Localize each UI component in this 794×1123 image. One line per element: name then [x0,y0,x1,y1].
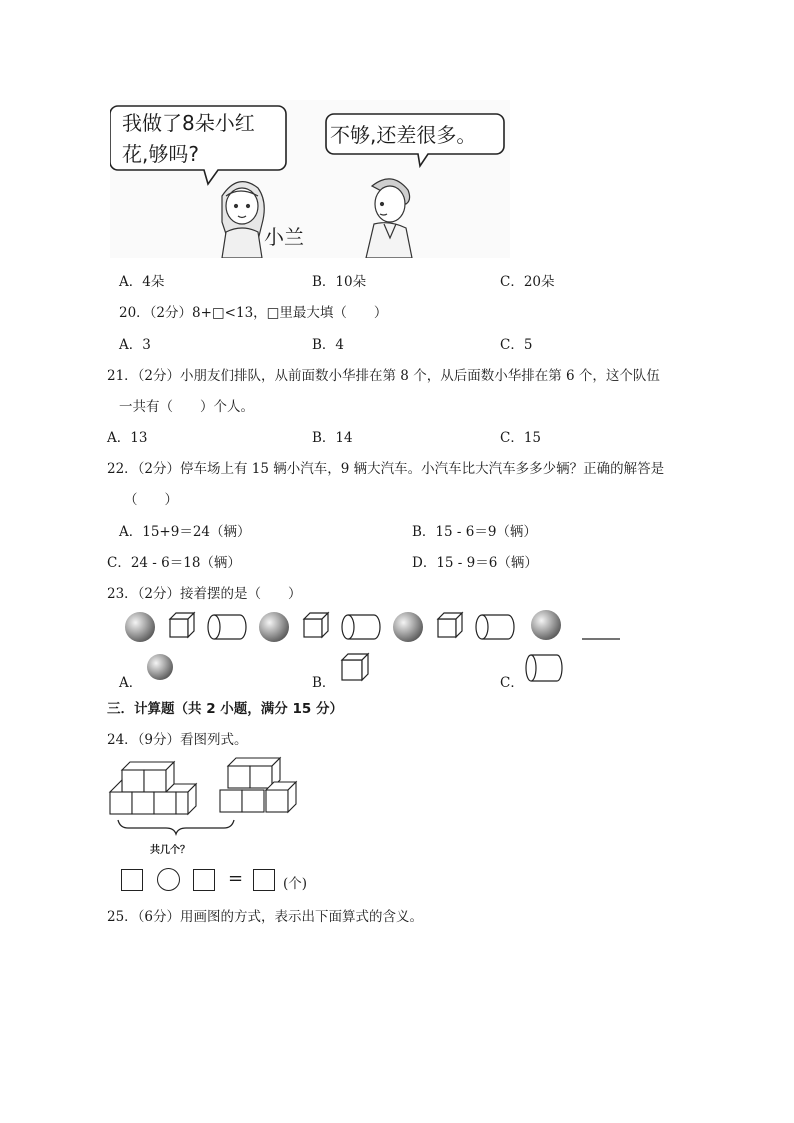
q22-stem-line1: 22．（2分）停车场上有 15 辆小汽车，9 辆大汽车。小汽车比大汽车多多少辆？正确的解答是 [107,461,665,477]
q21-stem-line2: 一共有（ ）个人。 [119,399,254,415]
answer-box-1[interactable] [121,869,143,891]
ball-icon [125,612,155,642]
ball-icon [393,612,423,642]
boy-bubble-text: 不够,还差很多。 [330,123,477,147]
ball-icon [259,612,289,642]
q19-option-c[interactable]: C．20朵 [500,274,555,290]
cylinder-icon [476,615,514,639]
girl-bubble-line2: 花,够吗? [122,142,199,166]
cylinder-icon [342,615,380,639]
answer-box-3[interactable] [253,869,275,891]
cube-icon [339,651,371,683]
q20-option-c[interactable]: C．5 [500,337,533,353]
q20-option-a[interactable]: A．3 [119,337,151,353]
q22-option-a[interactable]: A．15+9＝24（辆） [119,524,251,540]
q22-option-c[interactable]: C．24 - 6＝18（辆） [107,555,241,571]
q19-option-a[interactable]: A．4朵 [119,274,165,290]
cube-icon [438,613,462,637]
q19-option-b[interactable]: B．10朵 [312,274,367,290]
girl-name-label: 小兰 [264,225,304,249]
brace-label: 共几个？ [150,845,190,856]
q21-option-a[interactable]: A．13 [107,430,148,446]
q21-stem-line1: 21．（2分）小朋友们排队，从前面数小华排在第 8 个，从后面数小华排在第 6 个，这个队伍 [107,368,660,384]
q23-sequence [118,606,628,650]
left-cube-stack [110,762,196,814]
q22-stem-line2: （ ） [124,492,178,508]
operator-circle[interactable] [157,868,180,891]
girl-figure [222,182,264,258]
equals-sign: = [228,868,244,889]
q25-stem: 25．（6分）用画图的方式，表示出下面算式的含义。 [107,909,424,925]
brace [118,820,234,834]
q21-option-b[interactable]: B．14 [312,430,353,446]
q20-stem: 20．（2分）8+□<13，□里最大填（ ） [119,305,388,321]
q23-option-b[interactable]: B． [312,675,336,691]
ball-icon [531,610,561,640]
q23-stem: 23．（2分）接着摆的是（ ） [107,586,302,602]
cylinder-icon [524,652,564,684]
answer-box-2[interactable] [193,869,215,891]
q23-option-a[interactable]: A． [119,675,143,691]
q21-option-c[interactable]: C．15 [500,430,542,446]
cube-icon [304,613,328,637]
q22-option-d[interactable]: D．15 - 9＝6（辆） [412,555,538,571]
unit-label: (个) [283,876,308,892]
section3-title: 三．计算题（共 2 小题，满分 15 分） [107,701,343,717]
q24-cubes-figure [108,756,308,848]
q22-option-b[interactable]: B．15 - 6＝9（辆） [412,524,537,540]
q20-option-b[interactable]: B．4 [312,337,345,353]
cylinder-icon [208,615,246,639]
q24-stem: 24．（9分）看图列式。 [107,732,248,748]
cube-icon [170,613,194,637]
girl-bubble-line1: 我做了8朵小红 [122,111,255,135]
right-cube-stack [220,758,296,812]
ball-icon [144,652,176,684]
q23-option-c[interactable]: C． [500,675,524,691]
